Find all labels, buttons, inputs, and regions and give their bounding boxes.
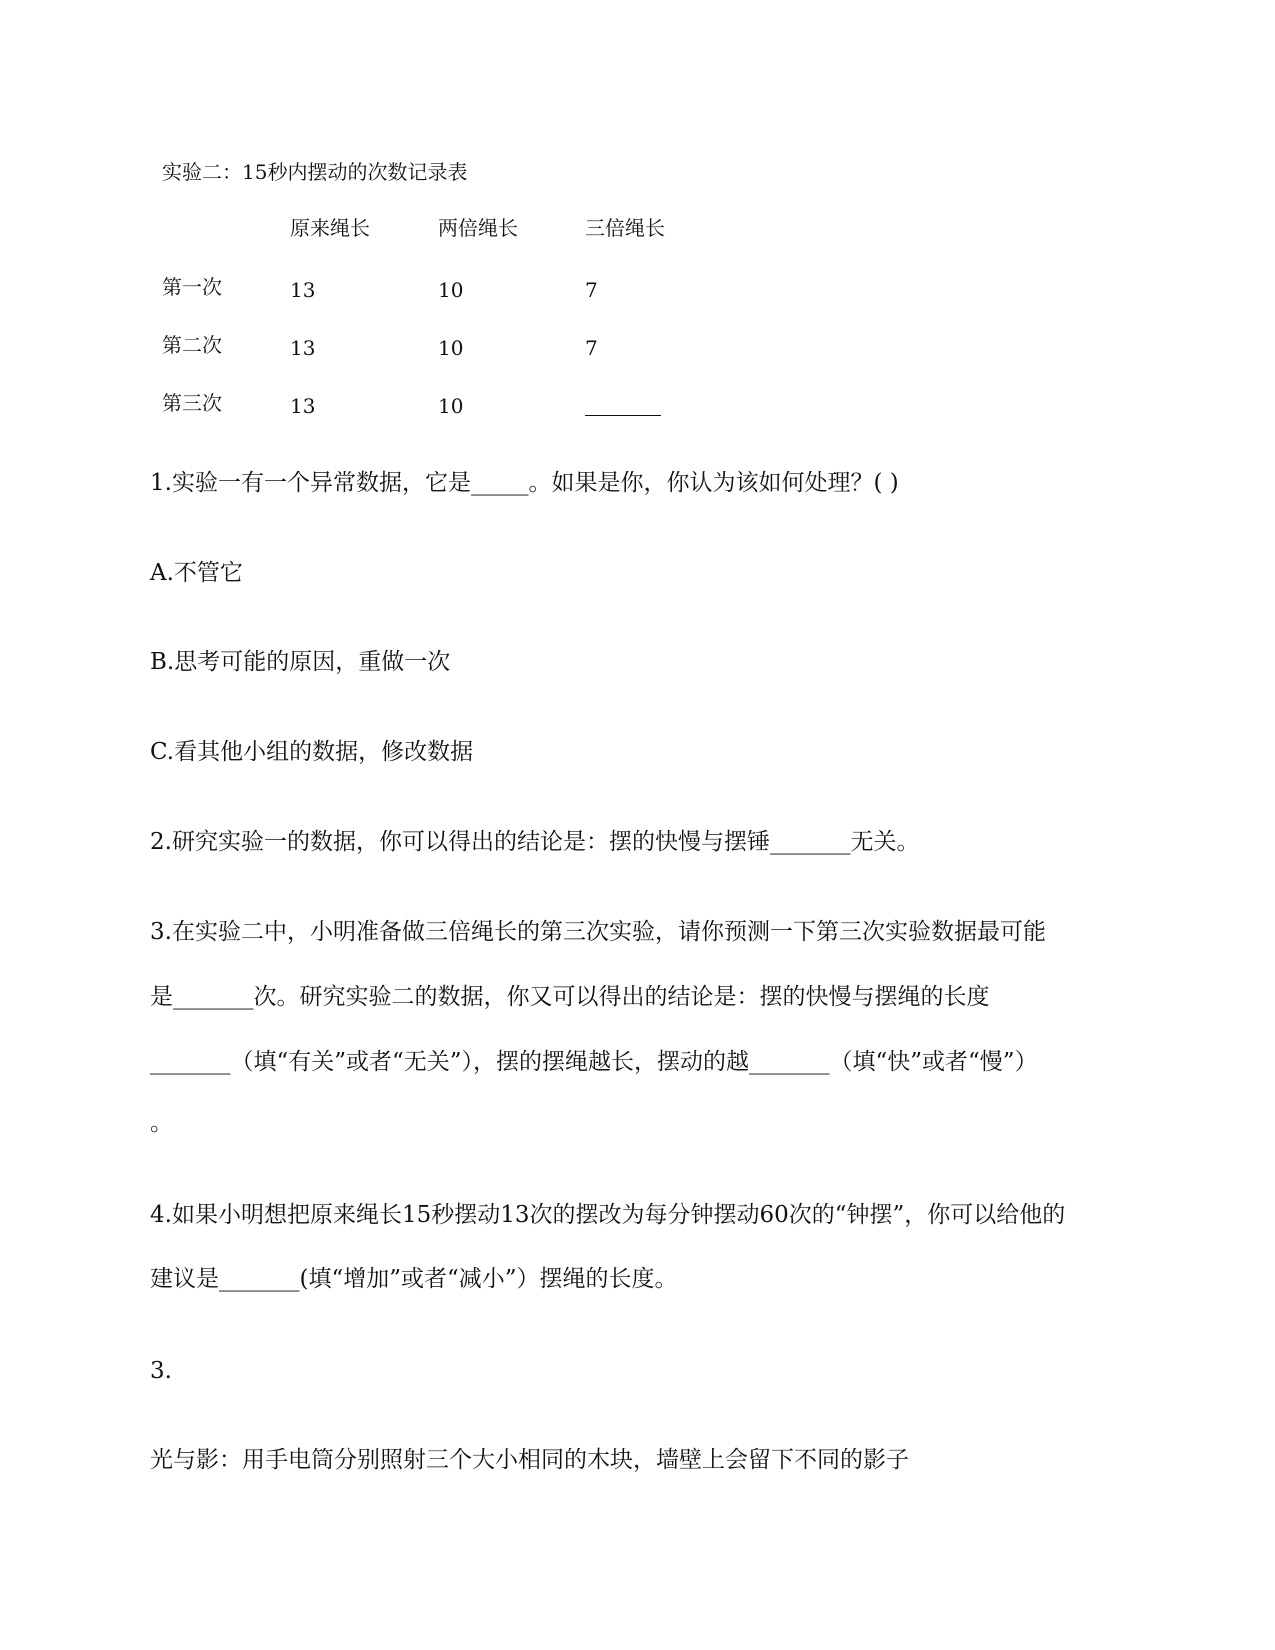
table-row-label-1: 第一次 xyxy=(162,275,222,299)
question-1: 1.实验一有一个异常数据，它是_____。如果是你，你认为该如何处理？( ) xyxy=(150,470,899,496)
question-3-line-3: _______（填“有关”或者“无关”），摆的摆绳越长，摆动的越_______（填“快”或者“慢”） xyxy=(150,1049,1038,1075)
question-1-option-a: A.不管它 xyxy=(150,560,243,586)
table-cell-r3-c1: 13 xyxy=(290,394,316,418)
table-cell-r3-c2: 10 xyxy=(438,394,464,418)
table-header-original-length: 原来绳长 xyxy=(290,216,370,240)
table-cell-r2-c2: 10 xyxy=(438,336,464,360)
section-number: 3. xyxy=(150,1358,172,1384)
question-4-line-2: 建议是_______(填“增加”或者“减小”）摆绳的长度。 xyxy=(150,1266,678,1292)
table-row-label-3: 第三次 xyxy=(162,391,222,415)
question-4-line-1: 4.如果小明想把原来绳长15秒摆动13次的摆改为每分钟摆动60次的“钟摆”，你可以给他的 xyxy=(150,1202,1066,1228)
table-cell-r1-c1: 13 xyxy=(290,278,316,302)
section-intro: 光与影：用手电筒分别照射三个大小相同的木块，墙壁上会留下不同的影子 xyxy=(150,1447,909,1473)
table-cell-r1-c2: 10 xyxy=(438,278,464,302)
question-3-line-1: 3.在实验二中，小明准备做三倍绳长的第三次实验，请你预测一下第三次实验数据最可能 xyxy=(150,919,1046,945)
table-row-label-2: 第二次 xyxy=(162,333,222,357)
table-cell-r3-c3-blank xyxy=(585,415,661,416)
table-title: 实验二：15秒内摆动的次数记录表 xyxy=(162,160,468,184)
question-1-option-b: B.思考可能的原因，重做一次 xyxy=(150,649,451,675)
table-cell-r2-c1: 13 xyxy=(290,336,316,360)
question-1-option-c: C.看其他小组的数据，修改数据 xyxy=(150,739,474,765)
question-2: 2.研究实验一的数据，你可以得出的结论是：摆的快慢与摆锤_______无关。 xyxy=(150,829,920,855)
table-header-double-length: 两倍绳长 xyxy=(438,216,518,240)
question-3-line-4: 。 xyxy=(150,1110,173,1136)
table-cell-r1-c3: 7 xyxy=(585,278,598,302)
table-cell-r2-c3: 7 xyxy=(585,336,598,360)
question-3-line-2: 是_______次。研究实验二的数据，你又可以得出的结论是：摆的快慢与摆绳的长度 xyxy=(150,984,990,1010)
table-header-triple-length: 三倍绳长 xyxy=(585,216,665,240)
